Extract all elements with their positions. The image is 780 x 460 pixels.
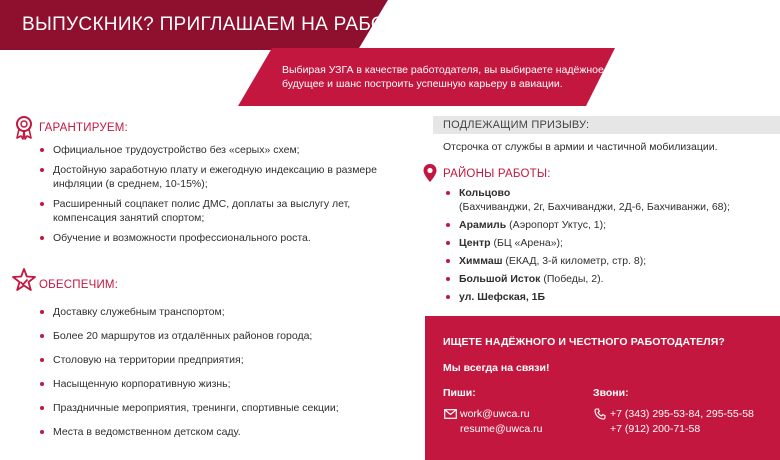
phone-link[interactable]: +7 (912) 200-71-58 (610, 423, 701, 435)
list-item (444, 236, 774, 250)
email-list (460, 407, 542, 437)
region-detail: (ЕКАД, 3-й километр, стр. 8); (505, 255, 647, 267)
region-name: Кольцово (459, 187, 511, 199)
page-title: ВЫПУСКНИК? ПРИГЛАШАЕМ НА РАБОТУ! (22, 14, 416, 35)
list-item (444, 272, 774, 286)
guarantee-title: ГАРАНТИРУЕМ: (39, 122, 128, 134)
list-item: Столовую на территории предприятия; (38, 353, 378, 367)
list-item: Расширенный соцпакет полис ДМС, доплаты за выслугу лет, компенсация занятий спортом; (38, 197, 378, 225)
header-subtitle: Выбирая УЗГА в качестве работодателя, вы выбираете надёжное будущее и шанс построить успешную карьеру в авиации. (282, 64, 604, 90)
phone-link[interactable]: +7 (343) 295-53-84, 295-55-58 (610, 408, 754, 420)
list-item: Официальное трудоустройство без «серых» схем; (38, 143, 378, 157)
award-ribbon-icon (14, 116, 34, 140)
list-item: Более 20 маршрутов из отдалённых районов города; (38, 329, 378, 343)
list-item (444, 254, 774, 268)
provide-list (38, 305, 378, 449)
envelope-icon (444, 409, 457, 419)
list-item (444, 186, 774, 214)
list-item: Доставку служебным транспортом; (38, 305, 378, 319)
region-detail: (Аэропорт Уктус, 1); (509, 219, 607, 231)
region-name: Арамиль (459, 219, 507, 231)
star-badge-icon (12, 268, 36, 294)
regions-list (444, 186, 774, 308)
region-name: Центр (459, 237, 491, 249)
list-item: Праздничные мероприятия, тренинги, спортивные секции; (38, 401, 378, 415)
email-link[interactable]: resume@uwca.ru (460, 423, 543, 435)
phone-icon (594, 408, 606, 420)
draft-text: Отсрочка от службы в армии и частичной мобилизации. (443, 141, 718, 153)
map-pin-icon (422, 163, 438, 183)
list-item (444, 218, 774, 232)
region-detail: (БЦ «Арена»); (493, 237, 563, 249)
list-item: Места в ведомственном детском саду. (38, 425, 378, 439)
phone-list (610, 407, 754, 437)
guarantee-list (38, 143, 378, 251)
call-label: Звони: (593, 387, 629, 399)
draft-title: ПОДЛЕЖАЩИМ ПРИЗЫВУ: (443, 119, 590, 131)
region-name: Химмаш (459, 255, 503, 267)
email-link[interactable]: work@uwca.ru (460, 408, 530, 420)
list-item: Обучение и возможности профессионального роста. (38, 231, 378, 245)
write-label: Пиши: (443, 387, 476, 399)
provide-title: ОБЕСПЕЧИМ: (39, 279, 119, 291)
region-detail: (Бахчиванджи, 2г, Бахчиванджи, 2Д-6, Бахчиванжи, 68); (459, 201, 730, 213)
list-item: Достойную заработную плату и ежегодную индексацию в размере инфляции (в среднем, 10-15%); (38, 163, 378, 191)
list-item: Насыщенную корпоративную жизнь; (38, 377, 378, 391)
list-item (444, 290, 774, 304)
contact-question: ИЩЕТЕ НАДЁЖНОГО И ЧЕСТНОГО РАБОТОДАТЕЛЯ? (443, 336, 725, 348)
region-name: ул. Шефская, 1Б (459, 291, 546, 303)
regions-title: РАЙОНЫ РАБОТЫ: (443, 168, 551, 180)
region-detail: (Победы, 2). (543, 273, 604, 285)
contact-call: Мы всегда на связи! (443, 362, 550, 374)
region-name: Большой Исток (459, 273, 541, 285)
